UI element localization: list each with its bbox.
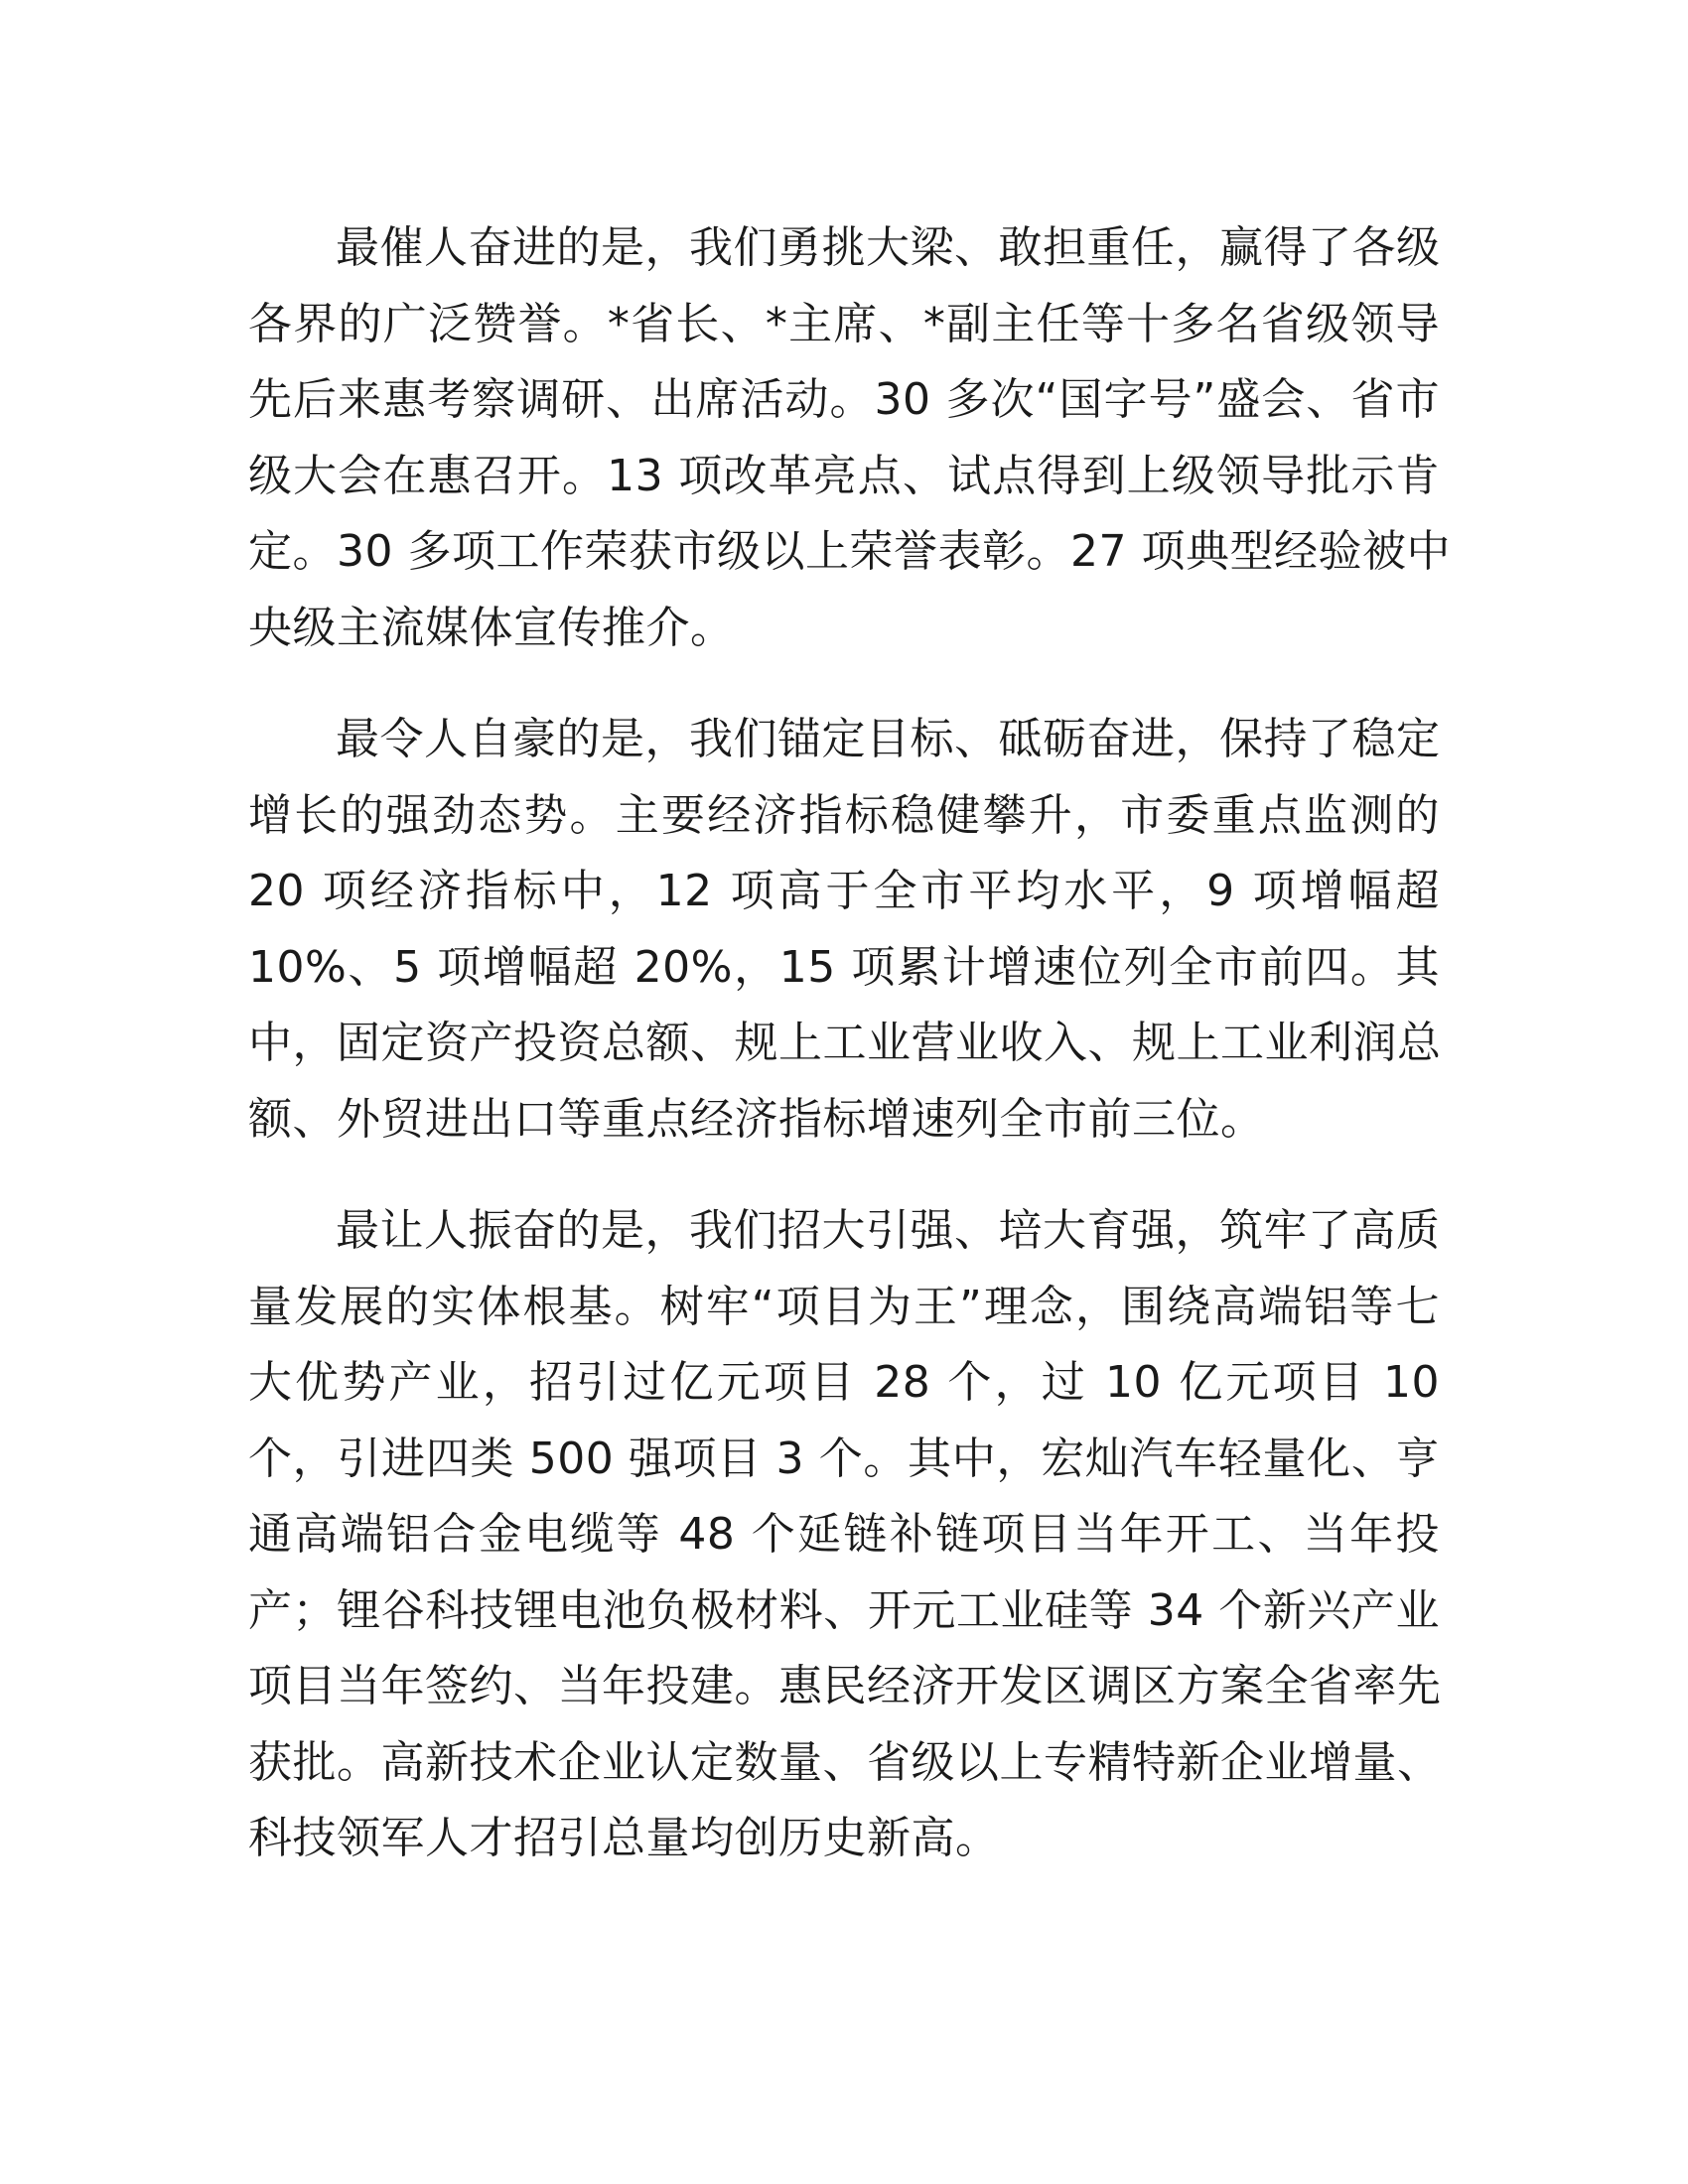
text-line: 央级主流媒体宣传推介。 (248, 602, 735, 653)
text-line: 通高端铝合金电缆等 48 个延链补链项目当年开工、当年投 (248, 1509, 1440, 1560)
text-line: 额、外贸进出口等重点经济指标增速列全市前三位。 (248, 1093, 1265, 1145)
text-line: 最让人振奋的是，我们招大引强、培大育强，筑牢了高质 (336, 1205, 1441, 1256)
paragraph-praise (248, 210, 1451, 666)
text-line: 级大会在惠召开。13 项改革亮点、试点得到上级领导批示肯 (248, 450, 1440, 501)
text-line: 项目当年签约、当年投建。惠民经济开发区调区方案全省率先 (248, 1661, 1442, 1711)
text-line: 20 项经济指标中，12 项高于全市平均水平，9 项增幅超 (248, 866, 1440, 916)
text-line: 个，引进四类 500 强项目 3 个。其中，宏灿汽车轻量化、亨 (248, 1433, 1440, 1484)
text-line: 获批。高新技术企业认定数量、省级以上专精特新企业增量、 (248, 1736, 1442, 1788)
text-line: 10%、5 项增幅超 20%，15 项累计增速位列全市前四。其 (248, 941, 1440, 993)
text-line: 增长的强劲态势。主要经济指标稳健攀升，市委重点监测的 (248, 789, 1440, 841)
text-line: 最催人奋进的是，我们勇挑大梁、敢担重任，赢得了各级 (336, 222, 1441, 273)
text-line: 各界的广泛赞誉。*省长、*主席、*副主任等十多名省级领导 (248, 298, 1440, 349)
document-body (248, 210, 1451, 1913)
text-line: 量发展的实体根基。树牢“项目为王”理念，围绕高端铝等七 (248, 1281, 1440, 1332)
text-line: 产；锂谷科技锂电池负极材料、开元工业硅等 34 个新兴产业 (248, 1584, 1440, 1636)
paragraph-growth (248, 702, 1440, 1158)
text-line: 定。30 多项工作荣获市级以上荣誉表彰。27 项典型经验被中 (248, 526, 1451, 577)
text-line: 先后来惠考察调研、出席活动。30 多次“国字号”盛会、省市 (248, 374, 1440, 425)
text-line: 大优势产业，招引过亿元项目 28 个，过 10 亿元项目 10 (248, 1357, 1440, 1408)
paragraph-projects (248, 1193, 1440, 1877)
text-line: 最令人自豪的是，我们锚定目标、砥砺奋进，保持了稳定 (336, 714, 1441, 764)
text-line: 中，固定资产投资总额、规上工业营业收入、规上工业利润总 (248, 1018, 1442, 1068)
text-line: 科技领军人才招引总量均创历史新高。 (248, 1813, 1000, 1863)
